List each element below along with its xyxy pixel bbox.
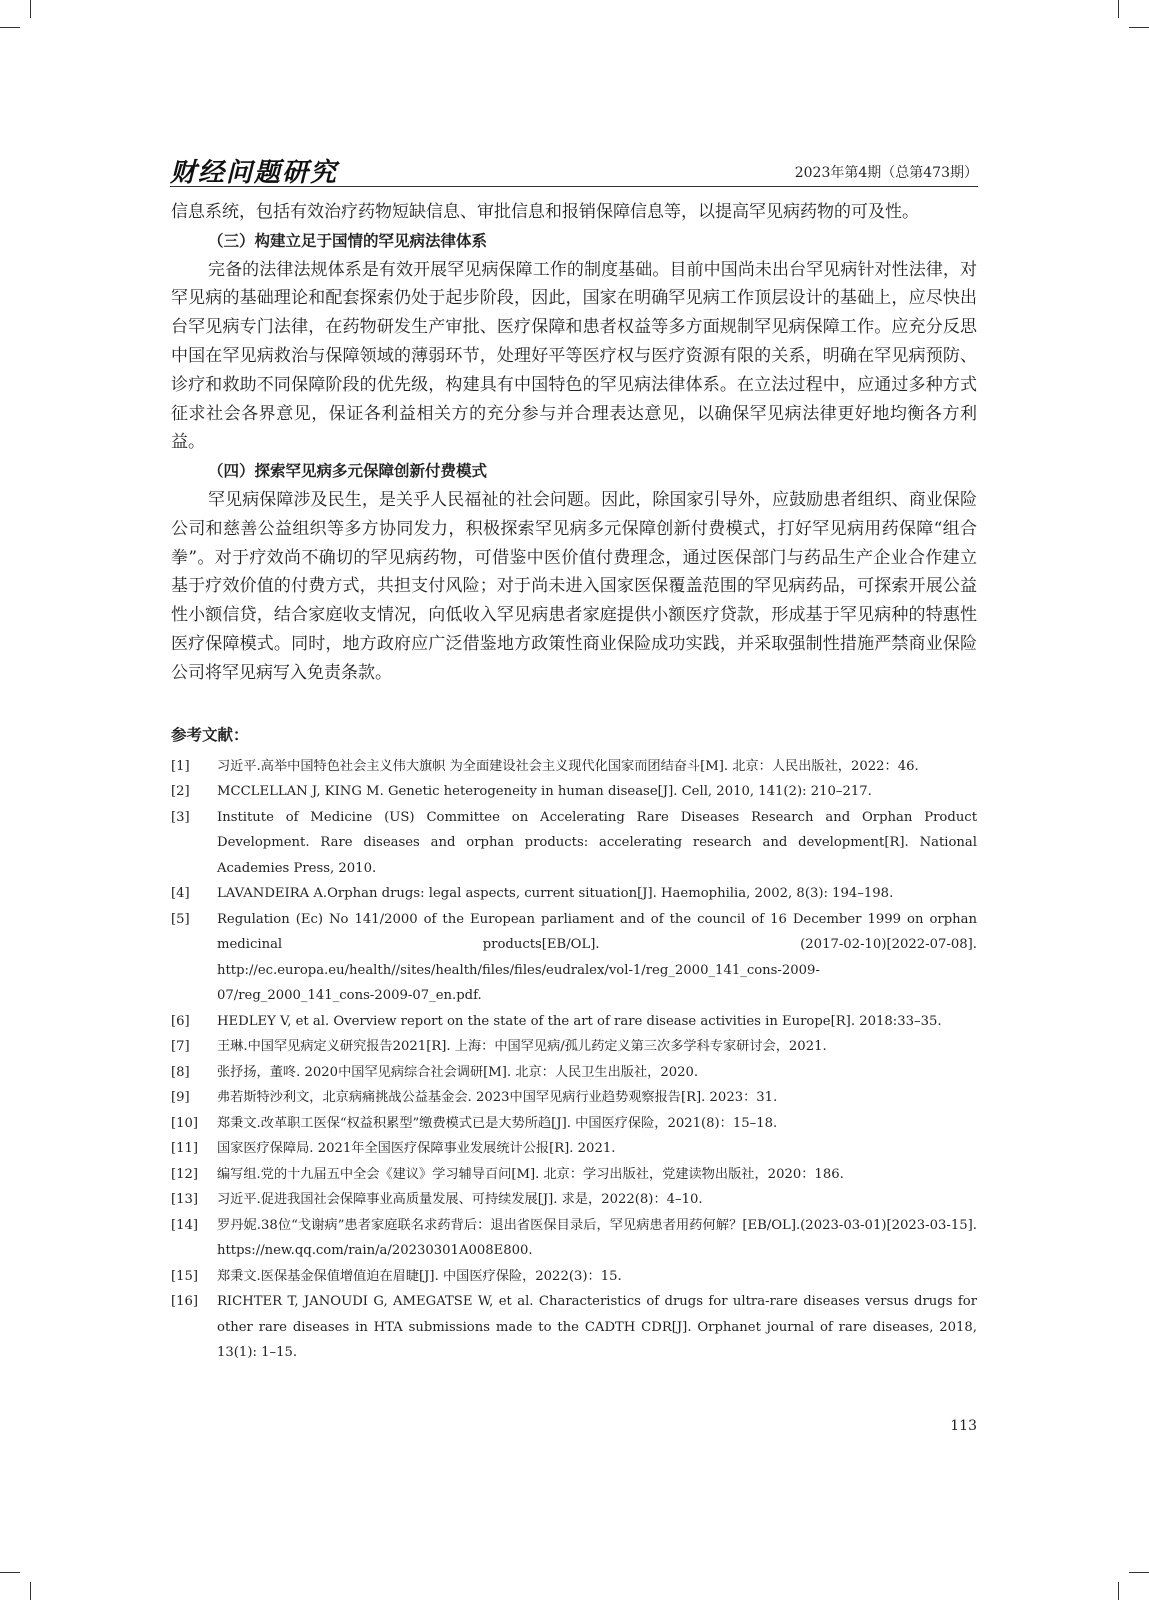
reference-list [171, 754, 977, 1366]
references-title: 参考文献： [171, 725, 249, 744]
section-heading: （三）构建立足于国情的罕见病法律体系 [208, 231, 488, 250]
reference-text: 弗若斯特沙利文，北京病痛挑战公益基金会. 2023中国罕见病行业趋势观察报告[R]. 2023：31. [217, 1090, 778, 1106]
page-number: 113 [950, 1418, 977, 1434]
reference-number: [12] [171, 1166, 199, 1182]
article-body [171, 198, 977, 1366]
crop-mark [1129, 27, 1149, 28]
reference-number: [16] [171, 1294, 199, 1310]
reference-text: LAVANDEIRA A.Orphan drugs: legal aspects, current situation[J]. Haemophilia, 2002, 8(3): 194–198. [217, 886, 894, 902]
crop-mark [30, 0, 31, 18]
crop-mark [0, 27, 20, 28]
crop-mark [0, 1572, 20, 1573]
reference-text: Institute of Medicine (US) Committee on Accelerating Rare Diseases Research and Orphan Product Development. Rare diseases and orphan products: accelerating research and development[R]. National Academies Press, 2010. [217, 809, 977, 876]
reference-number: [10] [171, 1115, 199, 1131]
reference-item [171, 1009, 977, 1035]
reference-text: 王琳.中国罕见病定义研究报告2021[R]. 上海：中国罕见病/孤儿药定义第三次多学科专家研讨会，2021. [217, 1039, 827, 1055]
reference-number: [11] [171, 1141, 199, 1157]
reference-text: 习近平.高举中国特色社会主义伟大旗帜 为全面建设社会主义现代化国家而团结奋斗[M]. 北京：人民出版社，2022：46. [217, 758, 919, 774]
reference-item [171, 907, 977, 1009]
reference-number: [4] [171, 886, 190, 902]
reference-item [171, 1162, 977, 1188]
reference-number: [13] [171, 1192, 199, 1208]
reference-text: 罗丹妮.38位“戈谢病”患者家庭联名求药背后：退出省医保目录后，罕见病患者用药何解？[EB/OL].(2023-03-01)[2023-03-15]. https://new.qq.com/rain/a/20230301A008E800. [217, 1217, 977, 1259]
reference-item [171, 805, 977, 882]
reference-number: [8] [171, 1064, 190, 1080]
reference-text: HEDLEY V, et al. Overview report on the state of the art of rare disease activities in Europe[R]. 2018:33–35. [217, 1013, 942, 1029]
reference-item [171, 1289, 977, 1366]
reference-number: [6] [171, 1013, 190, 1029]
section-heading: （四）探索罕见病多元保障创新付费模式 [208, 462, 488, 481]
reference-item [171, 1034, 977, 1060]
reference-text: 郑秉文.医保基金保值增值迫在眉睫[J]. 中国医疗保险，2022(3)：15. [217, 1268, 622, 1284]
reference-item [171, 1264, 977, 1290]
paragraph: 信息系统，包括有效治疗药物短缺信息、审批信息和报销保障信息等，以提高罕见病药物的可及性。 [171, 202, 919, 222]
reference-item [171, 1213, 977, 1264]
reference-item [171, 1111, 977, 1137]
reference-text: 国家医疗保障局. 2021年全国医疗保障事业发展统计公报[R]. 2021. [217, 1141, 616, 1157]
reference-number: [14] [171, 1217, 199, 1233]
reference-number: [1] [171, 758, 190, 774]
issue-info: 2023年第4期（总第473期） [794, 165, 978, 181]
reference-text: RICHTER T, JANOUDI G, AMEGATSE W, et al. Characteristics of drugs for ultra-rare diseases versus drugs for other rare diseases in HTA submissions made to the CADTH CDR[J]. Orphanet journal of rare diseases, 2018, 13(1): 1–15. [217, 1294, 977, 1361]
crop-mark [1129, 1572, 1149, 1573]
crop-mark [1118, 0, 1119, 18]
reference-number: [15] [171, 1268, 199, 1284]
paragraph: 罕见病保障涉及民生，是关乎人民福祉的社会问题。因此，除国家引导外，应鼓励患者组织、商业保险公司和慈善公益组织等多方协同发力，积极探索罕见病多元保障创新付费模式，打好罕见病用药保障“组合拳”。对于疗效尚不确切的罕见病药物，可借鉴中医价值付费理念，通过医保部门与药品生产企业合作建立基于疗效价值的付费方式，共担支付风险；对于尚未进入国家医保覆盖范围的罕见病药品，可探索开展公益性小额信贷，结合家庭收支情况，向低收入罕见病患者家庭提供小额医疗贷款，形成基于罕见病种的特惠性医疗保障模式。同时，地方政府应广泛借鉴地方政策性商业保险成功实践，并采取强制性措施严禁商业保险公司将罕见病写入免责条款。 [171, 489, 977, 683]
page-header [170, 150, 978, 187]
reference-item [171, 1060, 977, 1086]
reference-text: 张抒扬，董咚. 2020中国罕见病综合社会调研[M]. 北京：人民卫生出版社，2020. [217, 1064, 699, 1080]
reference-number: [2] [171, 784, 190, 800]
reference-item [171, 1085, 977, 1111]
reference-number: [9] [171, 1090, 190, 1106]
reference-text: MCCLELLAN J, KING M. Genetic heterogeneity in human disease[J]. Cell, 2010, 141(2): 210–217. [217, 784, 872, 800]
reference-item [171, 881, 977, 907]
reference-number: [7] [171, 1039, 190, 1055]
reference-item [171, 1187, 977, 1213]
journal-logo: 财经问题研究 [170, 158, 339, 188]
crop-mark [1118, 1582, 1119, 1600]
reference-text: 编写组.党的十九届五中全会《建议》学习辅导百问[M]. 北京：学习出版社，党建读物出版社，2020：186. [217, 1166, 844, 1182]
reference-item [171, 754, 977, 780]
reference-number: [3] [171, 809, 190, 825]
reference-item [171, 1136, 977, 1162]
reference-text: Regulation (Ec) No 141/2000 of the European parliament and of the council of 16 December 1999 on orphan medicinal products[EB/OL]. (2017-02-10)[2022-07-08]. http://ec.europa.eu/health//sites/health/files/files/eudralex/vol-1/reg_2000_141_cons-2009-07/reg_2000_141_cons-2009-07_en.pdf. [217, 911, 977, 1004]
reference-text: 习近平.促进我国社会保障事业高质量发展、可持续发展[J]. 求是，2022(8)：4–10. [217, 1192, 703, 1208]
reference-text: 郑秉文.改革职工医保“权益积累型”缴费模式已是大势所趋[J]. 中国医疗保险，2021(8)：15–18. [217, 1115, 778, 1131]
crop-mark [30, 1582, 31, 1600]
paragraph: 完备的法律法规体系是有效开展罕见病保障工作的制度基础。目前中国尚未出台罕见病针对性法律，对罕见病的基础理论和配套探索仍处于起步阶段，因此，国家在明确罕见病工作顶层设计的基础上，应尽快出台罕见病专门法律，在药物研发生产审批、医疗保障和患者权益等多方面规制罕见病保障工作。应充分反思中国在罕见病救治与保障领域的薄弱环节，处理好平等医疗权与医疗资源有限的关系，明确在罕见病预防、诊疗和救助不同保障阶段的优先级，构建具有中国特色的罕见病法律体系。在立法过程中，应通过多种方式征求社会各界意见，保证各利益相关方的充分参与并合理表达意见，以确保罕见病法律更好地均衡各方利益。 [171, 259, 977, 453]
reference-number: [5] [171, 911, 190, 927]
reference-item [171, 779, 977, 805]
